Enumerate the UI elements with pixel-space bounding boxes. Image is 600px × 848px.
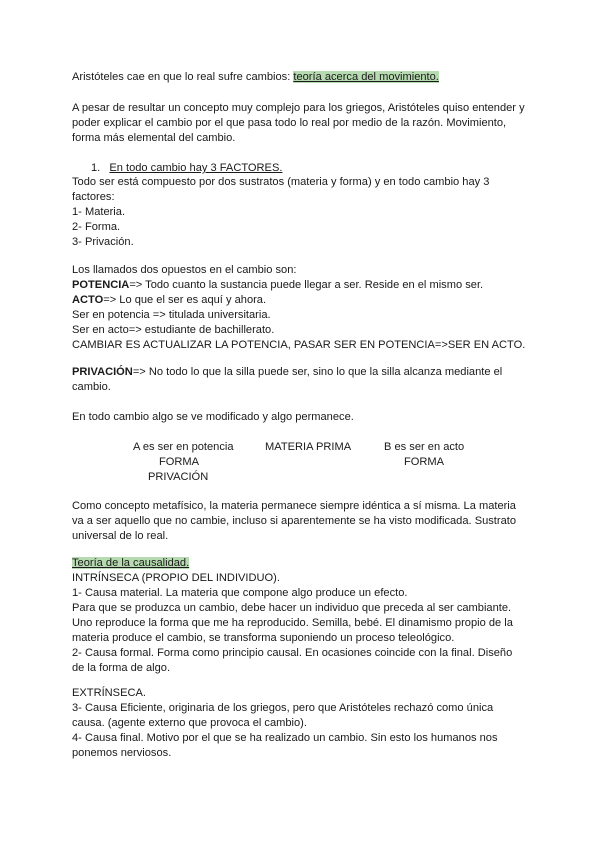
text-line: poder explicar el cambio por el que pasa todo lo real por medio de la razón. Movimiento, (72, 117, 507, 129)
text-line: 1- Materia. (72, 206, 126, 218)
text-line: factores: (72, 191, 115, 203)
potencia-line (72, 278, 542, 293)
privacion-definition: => No todo lo que la silla puede ser, sino lo que la silla alcanza mediante el (132, 366, 503, 378)
text-line: CAMBIAR ES ACTUALIZAR LA POTENCIA, PASAR SER EN POTENCIA=>SER EN ACTO. (72, 339, 526, 351)
intro-highlight: teoría acerca del movimiento. (293, 71, 439, 83)
text-line: 4- Causa final. Motivo por el que se ha realizado un cambio. Sin esto los humanos nos (72, 732, 498, 744)
text-line: A pesar de resultar un concepto muy complejo para los griegos, Aristóteles quiso entender y (72, 102, 525, 114)
text-line: Como concepto metafísico, la materia permanece siempre idéntica a sí misma. La materia (72, 500, 516, 512)
text-line: Los llamados dos opuestos en el cambio son: (72, 264, 297, 276)
potencia-definition: => Todo cuanto la sustancia puede llegar a ser. Reside en el mismo ser. (129, 279, 484, 291)
diagram-a-forma: FORMA (159, 456, 200, 468)
potencia-term: POTENCIA (72, 279, 130, 291)
list-item-factores (91, 161, 561, 176)
text-line: Ser en potencia => titulada universitaria. (72, 309, 271, 321)
intro-line (72, 70, 542, 85)
paragraph-materia (72, 499, 542, 544)
intro-text: Aristóteles cae en que lo real sufre cambios: (72, 71, 294, 83)
diagram-a-label: A es ser en potencia (133, 441, 234, 453)
acto-line (72, 293, 542, 308)
text-line: cambio. (72, 381, 111, 393)
list-number: 1. (91, 162, 101, 174)
diagram-a-privacion: PRIVACIÓN (148, 471, 209, 483)
cambio-line: En todo cambio algo se ve modificado y algo permanece. (72, 411, 354, 423)
text-line: 3- Privación. (72, 236, 134, 248)
extrinseca-heading: EXTRÍNSECA. (72, 687, 146, 699)
diagram-materia: MATERIA PRIMA (265, 441, 352, 453)
intrinseca-heading: INTRÍNSECA (PROPIO DEL INDIVIDUO). (72, 572, 280, 584)
paragraph-movimiento (72, 101, 542, 146)
text-line: Uno reproduce la forma que me ha reproducido. Semilla, bebé. El dinamismo propio de la (72, 617, 513, 629)
diagram-b-forma: FORMA (404, 456, 445, 468)
text-line: de la forma de algo. (72, 662, 171, 674)
causalidad-title-line (72, 556, 542, 571)
text-line: Ser en acto=> estudiante de bachillerato. (72, 324, 275, 336)
text-line: 2- Causa formal. Forma como principio causal. En ocasiones coincide con la final. Diseño (72, 647, 513, 659)
section-causalidad (72, 556, 542, 676)
diagram-b-label: B es ser en acto (384, 441, 465, 453)
text-line: Todo ser está compuesto por dos sustratos (materia y forma) y en todo cambio hay 3 (72, 176, 490, 188)
text-line: ponemos nerviosos. (72, 747, 172, 759)
privacion-term: PRIVACIÓN (72, 366, 133, 378)
privacion-line (72, 365, 542, 380)
acto-definition: => Lo que el ser es aquí y ahora. (103, 294, 267, 306)
text-line: 3- Causa Eficiente, originaria de los griegos, pero que Aristóteles rechazó como única (72, 702, 494, 714)
paragraph-opuestos (72, 263, 542, 353)
text-line: forma más elemental del cambio. (72, 132, 236, 144)
paragraph-factores (72, 175, 542, 250)
paragraph-privacion (72, 365, 542, 395)
text-line: 1- Causa material. La materia que compone algo produce un efecto. (72, 587, 408, 599)
text-line: universal de lo real. (72, 530, 169, 542)
acto-term: ACTO (72, 294, 104, 306)
text-line: 2- Forma. (72, 221, 121, 233)
text-line: materia produce el cambio, se transforma suponiendo un proceso teleológico. (72, 632, 455, 644)
text-line: va a ser aquello que no cambie, incluso si aparentemente se ha visto modificada. Sustrato (72, 515, 517, 527)
text-line: causa. (agente externo que provoca el cambio). (72, 717, 307, 729)
section-extrinseca (72, 686, 542, 761)
list-text: En todo cambio hay 3 FACTORES. (109, 162, 283, 174)
causalidad-title: Teoría de la causalidad. (72, 557, 190, 569)
text-line: Para que se produzca un cambio, debe hacer un individuo que preceda al ser cambiante. (72, 602, 512, 614)
